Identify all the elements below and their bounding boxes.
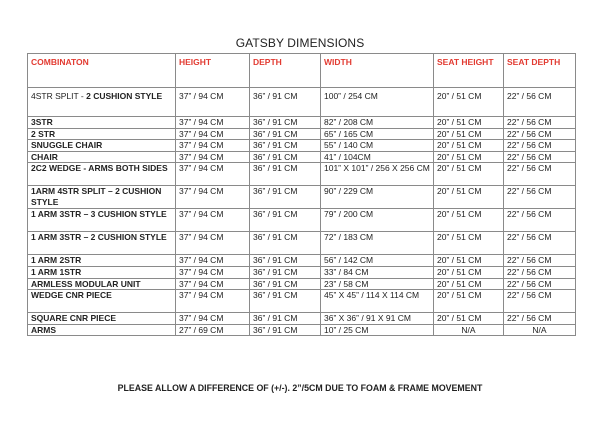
cell-width: 100” / 254 CM [321, 88, 434, 117]
cell-width: 56” / 142 CM [321, 255, 434, 267]
cell-combination [28, 209, 176, 232]
cell-seat-height: N/A [434, 324, 504, 336]
cell-width: 36” X 36” / 91 X 91 CM [321, 313, 434, 325]
combination-plain-text: 4STR SPLIT - [31, 91, 87, 101]
cell-height: 37” / 94 CM [176, 313, 250, 325]
cell-combination [28, 232, 176, 255]
cell-depth: 36” / 91 CM [250, 266, 321, 278]
cell-seat-depth: 22” / 56 CM [504, 278, 576, 290]
cell-height: 37” / 94 CM [176, 163, 250, 186]
cell-combination [28, 151, 176, 163]
cell-seat-height: 20” / 51 CM [434, 290, 504, 313]
cell-height: 37” / 94 CM [176, 151, 250, 163]
cell-depth: 36” / 91 CM [250, 255, 321, 267]
cell-seat-height: 20” / 51 CM [434, 209, 504, 232]
header-width: WIDTH [321, 54, 434, 88]
cell-seat-height: 20” / 51 CM [434, 151, 504, 163]
cell-seat-depth: 22” / 56 CM [504, 186, 576, 209]
combination-bold-text: CHAIR [31, 151, 58, 162]
table-row [28, 140, 576, 152]
cell-depth: 36” / 91 CM [250, 151, 321, 163]
cell-height: 27” / 69 CM [176, 324, 250, 336]
table-row [28, 163, 576, 186]
combination-bold-text: 3STR [31, 117, 53, 127]
cell-seat-depth: 22” / 56 CM [504, 209, 576, 232]
combination-bold-text: 1 ARM 3STR – 3 CUSHION STYLE [31, 209, 167, 220]
cell-seat-depth: 22” / 56 CM [504, 232, 576, 255]
cell-depth: 36” / 91 CM [250, 313, 321, 325]
cell-width: 45” X 45” / 114 X 114 CM [321, 290, 434, 313]
cell-seat-depth: 22” / 56 CM [504, 140, 576, 152]
cell-width: 101” X 101” / 256 X 256 CM [321, 163, 434, 186]
cell-height: 37” / 94 CM [176, 255, 250, 267]
cell-seat-height: 20” / 51 CM [434, 163, 504, 186]
cell-combination [28, 255, 176, 267]
cell-height: 37” / 94 CM [176, 266, 250, 278]
cell-height: 37” / 94 CM [176, 128, 250, 140]
cell-depth: 36” / 91 CM [250, 140, 321, 152]
cell-height: 37” / 94 CM [176, 278, 250, 290]
cell-seat-height: 20” / 51 CM [434, 128, 504, 140]
cell-depth: 36” / 91 CM [250, 128, 321, 140]
cell-seat-height: 20” / 51 CM [434, 186, 504, 209]
cell-seat-depth: 22” / 56 CM [504, 313, 576, 325]
cell-width: 41” / 104CM [321, 151, 434, 163]
cell-width: 33” / 84 CM [321, 266, 434, 278]
combination-bold-text: SNUGGLE CHAIR [31, 140, 103, 151]
table-row [28, 290, 576, 313]
combination-bold-text: 1 ARM 3STR – 2 CUSHION STYLE [31, 232, 167, 243]
cell-seat-depth: 22” / 56 CM [504, 117, 576, 129]
cell-seat-height: 20” / 51 CM [434, 232, 504, 255]
combination-bold-text: 2 CUSHION STYLE [86, 91, 163, 101]
combination-bold-text: 1ARM 4STR SPLIT – 2 CUSHION STYLE [31, 186, 162, 207]
cell-seat-depth: 22” / 56 CM [504, 128, 576, 140]
table-row [28, 128, 576, 140]
tolerance-footnote: PLEASE ALLOW A DIFFERENCE OF (+/-). 2”/5CM DUE TO FOAM & FRAME MOVEMENT [117, 383, 483, 393]
cell-height: 37” / 94 CM [176, 186, 250, 209]
cell-combination [28, 88, 176, 117]
cell-seat-height: 20” / 51 CM [434, 117, 504, 129]
cell-combination [28, 117, 176, 129]
combination-bold-text: 2 STR [31, 128, 56, 139]
cell-seat-depth: 22” / 56 CM [504, 163, 576, 186]
document-title: GATSBY DIMENSIONS [235, 36, 365, 50]
cell-height: 37” / 94 CM [176, 88, 250, 117]
cell-seat-depth: 22” / 56 CM [504, 151, 576, 163]
cell-depth: 36” / 91 CM [250, 232, 321, 255]
cell-width: 90” / 229 CM [321, 186, 434, 209]
cell-combination [28, 313, 176, 325]
cell-depth: 36” / 91 CM [250, 186, 321, 209]
cell-combination [28, 278, 176, 290]
cell-combination [28, 163, 176, 186]
cell-depth: 36” / 91 CM [250, 324, 321, 336]
combination-bold-text: WEDGE CNR PIECE [31, 290, 112, 301]
cell-height: 37” / 94 CM [176, 209, 250, 232]
cell-seat-depth: 22” / 56 CM [504, 88, 576, 117]
table-row [28, 313, 576, 325]
cell-width: 23” / 58 CM [321, 278, 434, 290]
cell-seat-height: 20” / 51 CM [434, 313, 504, 325]
combination-bold-text: 1 ARM 1STR [31, 266, 82, 277]
table-row [28, 266, 576, 278]
cell-height: 37” / 94 CM [176, 290, 250, 313]
table-row [28, 232, 576, 255]
cell-height: 37” / 94 CM [176, 232, 250, 255]
cell-width: 65” / 165 CM [321, 128, 434, 140]
cell-width: 10” / 25 CM [321, 324, 434, 336]
cell-seat-depth: 22” / 56 CM [504, 266, 576, 278]
cell-width: 72” / 183 CM [321, 232, 434, 255]
table-row [28, 255, 576, 267]
cell-seat-height: 20” / 51 CM [434, 88, 504, 117]
cell-seat-height: 20” / 51 CM [434, 140, 504, 152]
cell-combination [28, 324, 176, 336]
table-body [28, 88, 576, 336]
cell-width: 55” / 140 CM [321, 140, 434, 152]
table-row [28, 117, 576, 129]
table-row [28, 324, 576, 336]
cell-combination [28, 128, 176, 140]
cell-height: 37” / 94 CM [176, 140, 250, 152]
cell-depth: 36” / 91 CM [250, 290, 321, 313]
cell-depth: 36” / 91 CM [250, 163, 321, 186]
header-height: HEIGHT [176, 54, 250, 88]
cell-depth: 36” / 91 CM [250, 278, 321, 290]
header-seat-height: SEAT HEIGHT [434, 54, 504, 88]
cell-seat-depth: N/A [504, 324, 576, 336]
cell-combination [28, 290, 176, 313]
table-row [28, 151, 576, 163]
cell-depth: 36” / 91 CM [250, 117, 321, 129]
table-row [28, 278, 576, 290]
cell-height: 37” / 94 CM [176, 117, 250, 129]
cell-combination [28, 140, 176, 152]
header-depth: DEPTH [250, 54, 321, 88]
cell-combination [28, 266, 176, 278]
header-seat-depth: SEAT DEPTH [504, 54, 576, 88]
table-row [28, 186, 576, 209]
dimensions-table [27, 53, 576, 336]
cell-depth: 36” / 91 CM [250, 88, 321, 117]
cell-seat-depth: 22” / 56 CM [504, 290, 576, 313]
cell-seat-height: 20” / 51 CM [434, 266, 504, 278]
cell-seat-depth: 22” / 56 CM [504, 255, 576, 267]
cell-seat-height: 20” / 51 CM [434, 255, 504, 267]
cell-seat-height: 20” / 51 CM [434, 278, 504, 290]
combination-bold-text: 2C2 WEDGE - ARMS BOTH SIDES [31, 163, 168, 174]
combination-bold-text: ARMLESS MODULAR UNIT [31, 278, 141, 289]
combination-bold-text: 1 ARM 2STR [31, 255, 82, 266]
cell-width: 82” / 208 CM [321, 117, 434, 129]
table-header-row [28, 54, 576, 88]
cell-depth: 36” / 91 CM [250, 209, 321, 232]
cell-width: 79” / 200 CM [321, 209, 434, 232]
combination-bold-text: SQUARE CNR PIECE [31, 313, 117, 324]
combination-bold-text: ARMS [31, 324, 57, 335]
table-row [28, 209, 576, 232]
table-row [28, 88, 576, 117]
header-combination: COMBINATON [28, 54, 176, 88]
cell-combination [28, 186, 176, 209]
